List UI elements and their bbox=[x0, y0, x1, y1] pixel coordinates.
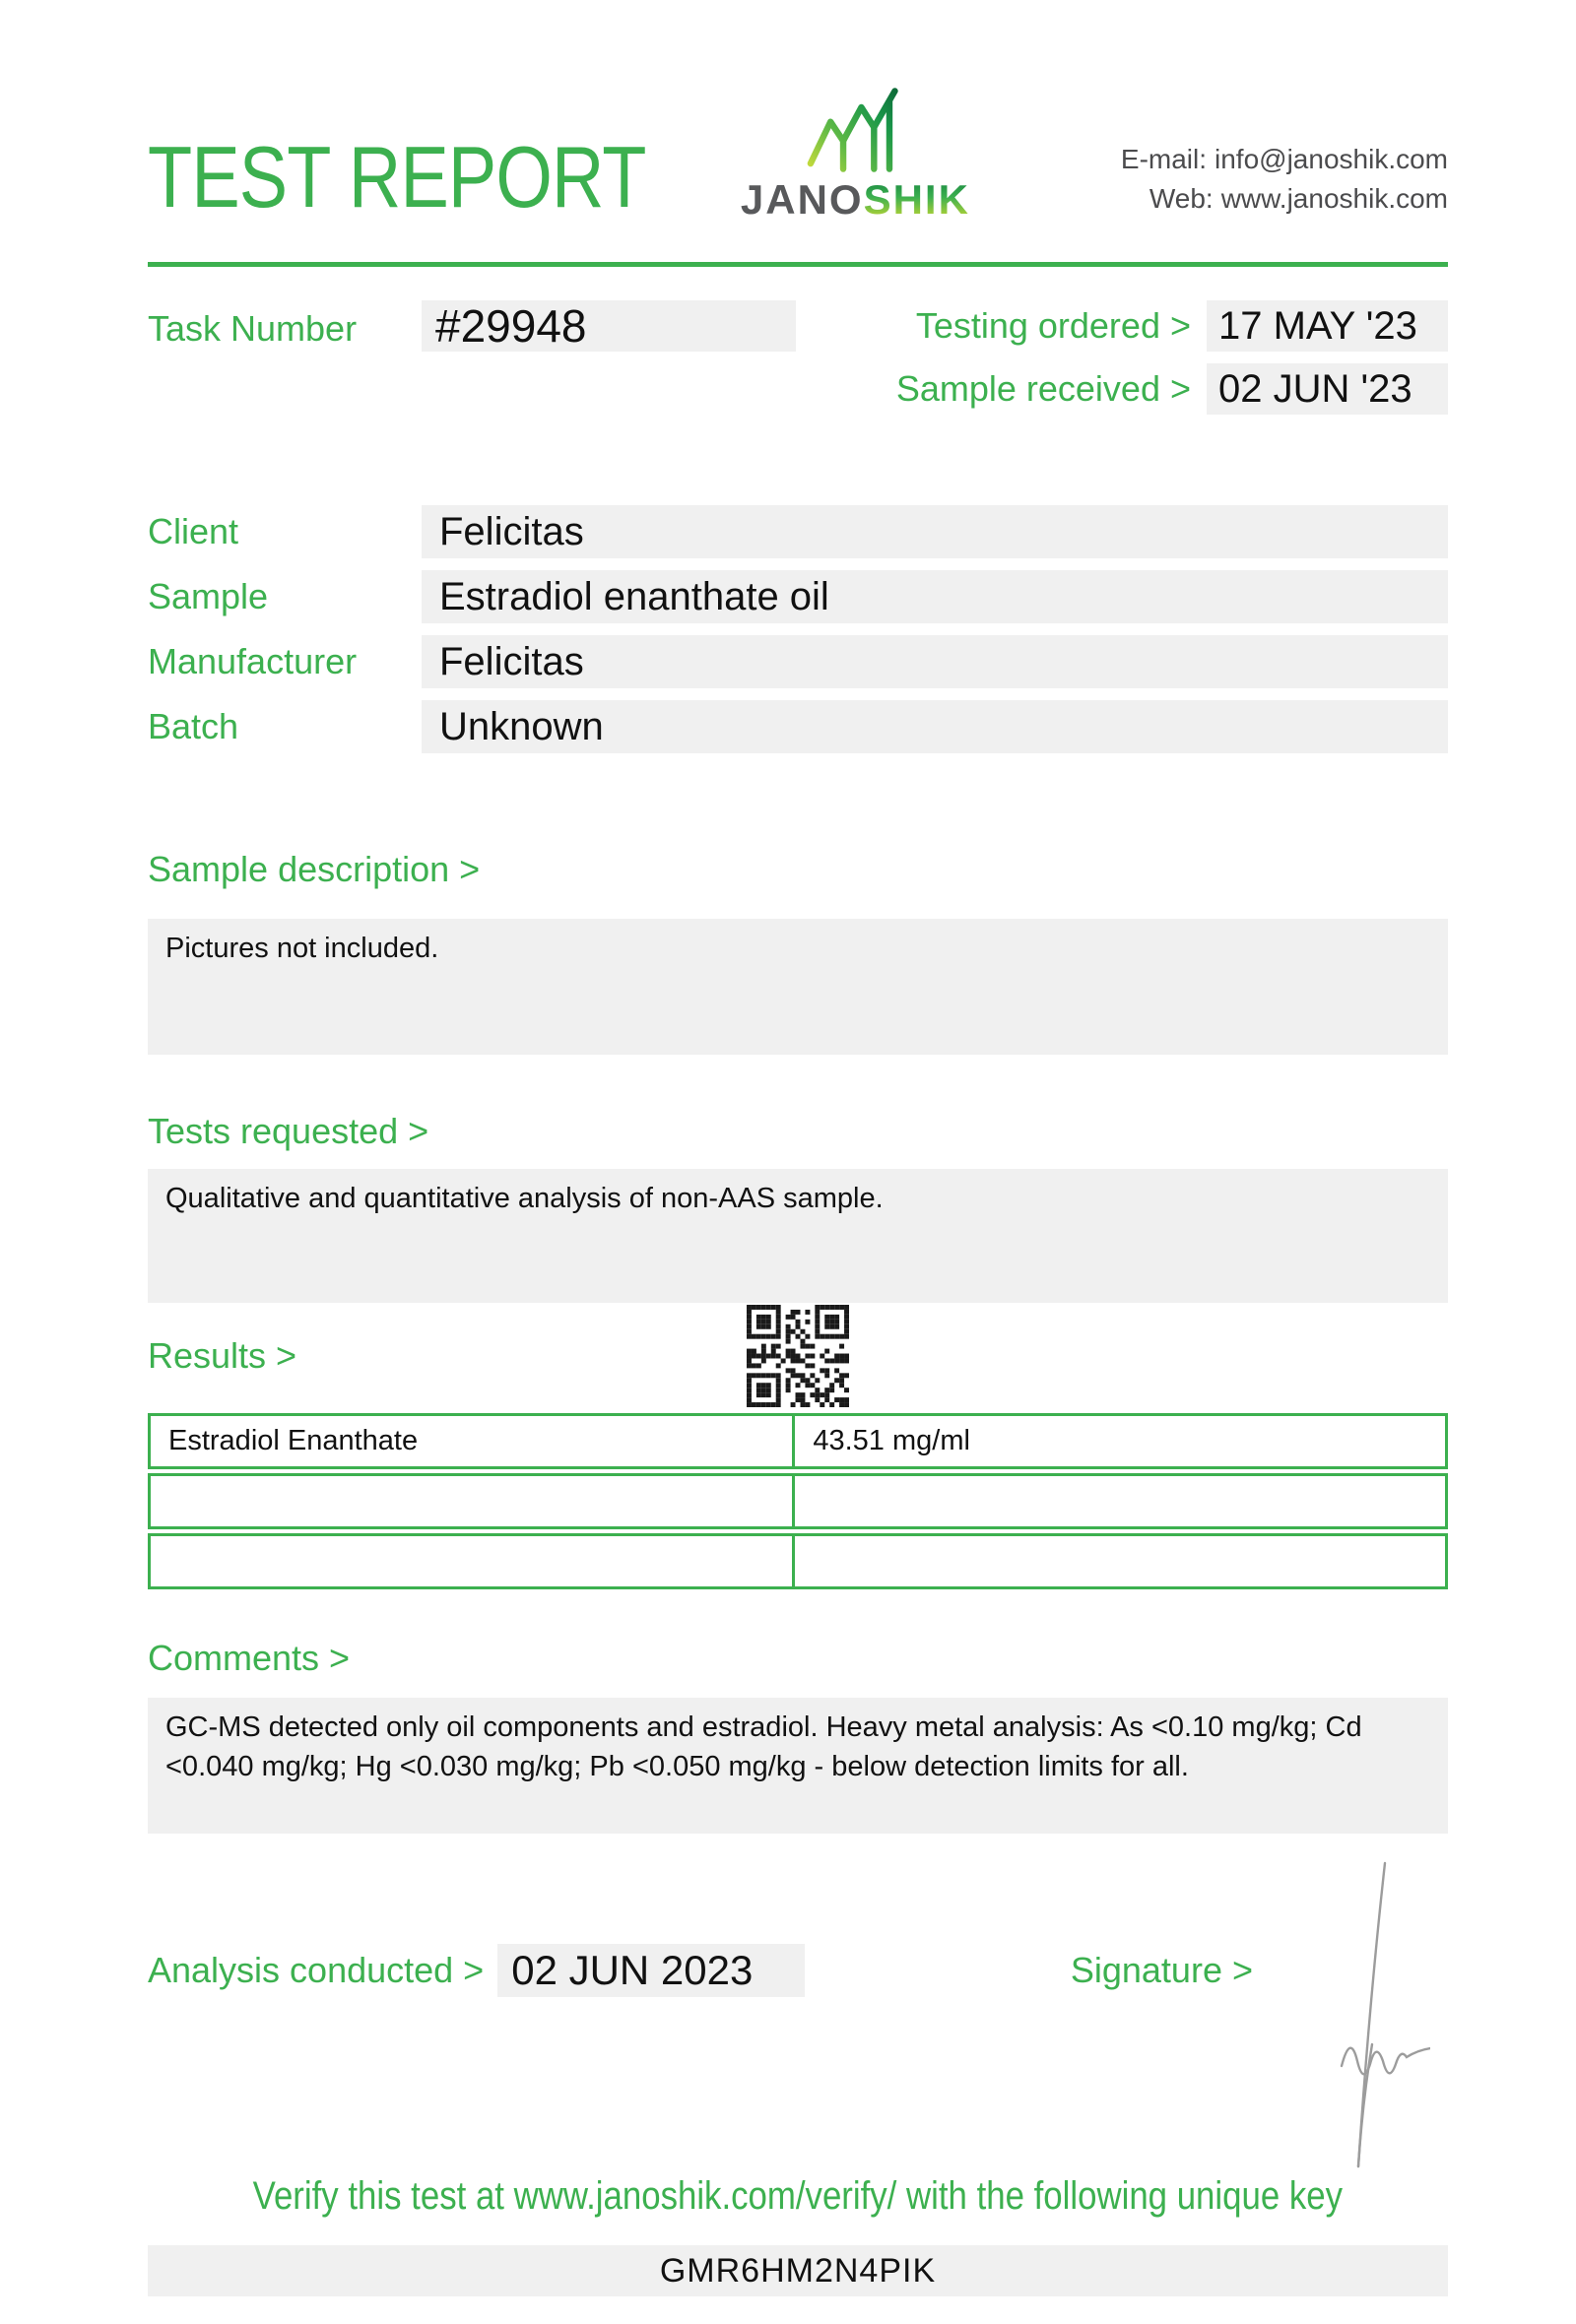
title-area bbox=[148, 128, 741, 226]
analysis-conducted-label: Analysis conducted > bbox=[148, 1950, 485, 1990]
batch-label: Batch bbox=[148, 706, 239, 746]
header bbox=[148, 63, 1448, 226]
qr-code bbox=[747, 1305, 849, 1407]
sample-details bbox=[148, 505, 1448, 753]
testing-ordered-label: Testing ordered > bbox=[915, 305, 1191, 346]
trend-line-chart-icon bbox=[804, 85, 906, 175]
testing-ordered-value: 17 MAY '23 bbox=[1207, 300, 1448, 352]
results-heading: Results > bbox=[148, 1335, 297, 1376]
logo-area bbox=[741, 85, 970, 221]
result-cell: 43.51 mg/ml bbox=[813, 1425, 970, 1456]
manufacturer-value: Felicitas bbox=[422, 635, 1448, 688]
contact-block bbox=[970, 140, 1448, 221]
logo-wordmark bbox=[740, 176, 970, 223]
contact-lines bbox=[970, 140, 1448, 221]
page-title: TEST REPORT bbox=[148, 128, 646, 226]
tests-requested-heading: Tests requested > bbox=[148, 1111, 429, 1151]
analyte-cell bbox=[151, 1536, 795, 1586]
email-label: E-mail: bbox=[1120, 144, 1208, 174]
janoshik-logo bbox=[741, 85, 970, 221]
task-number-label: Task Number bbox=[148, 308, 358, 349]
sample-description-heading: Sample description > bbox=[148, 849, 481, 889]
results-header-row bbox=[148, 1305, 1448, 1407]
logo-text-jano: JANO bbox=[740, 176, 864, 223]
detail-row-sample bbox=[148, 570, 1448, 623]
analyte-cell: Estradiol Enanthate bbox=[151, 1416, 795, 1466]
client-value: Felicitas bbox=[422, 505, 1448, 558]
result-cell bbox=[795, 1536, 1445, 1586]
contact-email-line bbox=[970, 140, 1448, 179]
signature-label: Signature > bbox=[1070, 1950, 1253, 1990]
verify-line bbox=[148, 2172, 1448, 2220]
meta-section bbox=[148, 300, 1448, 415]
contact-web-line bbox=[970, 179, 1448, 219]
sample-value: Estradiol enanthate oil bbox=[422, 570, 1448, 623]
testing-ordered-row bbox=[916, 300, 1448, 352]
result-cell bbox=[795, 1476, 1445, 1526]
comments-heading: Comments > bbox=[148, 1638, 351, 1678]
handwritten-signature bbox=[1282, 1857, 1430, 2172]
footer-row bbox=[148, 1944, 1448, 1997]
analysis-conducted-value: 02 JUN 2023 bbox=[497, 1944, 805, 1997]
manufacturer-label: Manufacturer bbox=[148, 641, 358, 681]
verify-text: Verify this test at www.janoshik.com/verify/ with the following unique key bbox=[252, 2174, 1344, 2218]
sample-label: Sample bbox=[148, 576, 269, 616]
dates-group bbox=[896, 300, 1448, 415]
sample-received-row bbox=[896, 363, 1448, 415]
header-divider bbox=[148, 262, 1448, 267]
tests-requested-box: Qualitative and quantitative analysis of non-AAS sample. bbox=[148, 1169, 1448, 1303]
email-value: info@janoshik.com bbox=[1215, 144, 1448, 174]
results-table-row bbox=[148, 1473, 1448, 1529]
task-number-value: #29948 bbox=[422, 300, 796, 352]
detail-row-client bbox=[148, 505, 1448, 558]
unique-key-value: GMR6HM2N4PIK bbox=[148, 2245, 1448, 2296]
detail-row-batch bbox=[148, 700, 1448, 753]
analyte-cell bbox=[151, 1476, 795, 1526]
detail-row-manufacturer bbox=[148, 635, 1448, 688]
results-table bbox=[148, 1413, 1448, 1589]
sample-description-box: Pictures not included. bbox=[148, 919, 1448, 1055]
comments-box: GC-MS detected only oil components and estradiol. Heavy metal analysis: As <0.10 mg/kg; Cd <0.040 mg/kg; Hg <0.030 mg/kg; Pb <0.050 mg/kg - below detection limits for all. bbox=[148, 1698, 1448, 1834]
task-number-group bbox=[148, 300, 896, 415]
sample-received-value: 02 JUN '23 bbox=[1207, 363, 1448, 415]
batch-value: Unknown bbox=[422, 700, 1448, 753]
web-label: Web: bbox=[1149, 183, 1214, 214]
results-table-row bbox=[148, 1533, 1448, 1589]
sample-received-label: Sample received > bbox=[895, 368, 1191, 409]
logo-text-shik: SHIK bbox=[863, 176, 970, 223]
results-table-row bbox=[148, 1413, 1448, 1469]
web-value: www.janoshik.com bbox=[1220, 183, 1448, 214]
client-label: Client bbox=[148, 511, 239, 551]
